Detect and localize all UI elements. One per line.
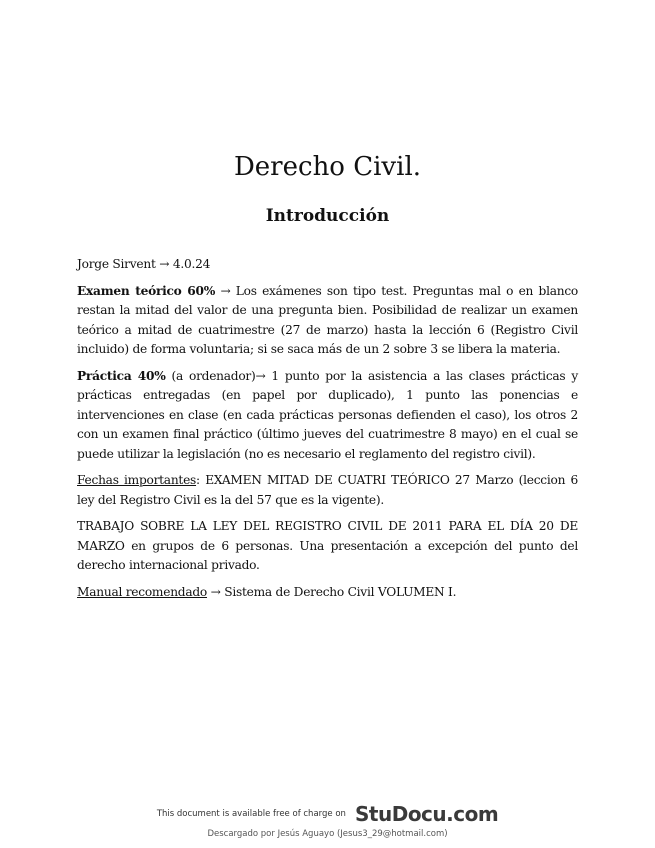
fechas-text: : EXAMEN MITAD DE CUATRI TEÓRICO 27 Marzo (leccion 6 ley del Registro Civil es la del 57 que es la vigente). [77,473,578,507]
examen-heading: Examen teórico 60% [77,283,216,298]
examen-text: → Los exámenes son tipo test. Preguntas mal o en blanco restan la mitad del valor de una pregunta bien. Posibilidad de realizar un examen teórico a mitad de cuatrimestre (27 de marzo) hasta la lección 6 (Registro Civil incluido) de forma voluntaria; si se saca más de un 2 sobre 3 se libera la materia. [77,283,578,356]
page-subtitle: Introducción [265,206,390,226]
footer-download-info: Descargado por Jesús Aguayo (Jesus3_29@hotmail.com) [207,829,448,839]
footer-availability [0,802,655,826]
practica-heading: Práctica 40% [77,368,166,383]
manual-paragraph [77,583,578,603]
practica-text: (a ordenador)→ 1 punto por la asistencia a las clases prácticas y prácticas entregadas (en papel por duplicado), 1 punto las ponencias e intervenciones en clase (en cada prácticas personas defienden el caso), los otros 2 con un examen final práctico (último jueves del cuatrimestre 8 mayo) en el cual se puede utilizar la legislación (no es necesario el reglamento del registro civil). [77,368,579,461]
document-body [77,255,578,609]
page-footer [0,800,655,848]
manual-label: Manual recomendado [77,584,208,599]
studocu-logo[interactable]: StuDocu.com [355,802,499,826]
practica-paragraph [77,367,578,465]
manual-text: → Sistema de Derecho Civil VOLUMEN I. [207,584,457,599]
footer-free-text: This document is available free of charge on [156,809,346,819]
fechas-paragraph [77,471,578,510]
trabajo-paragraph: TRABAJO SOBRE LA LEY DEL REGISTRO CIVIL DE 2011 PARA EL DÍA 20 DE MARZO en grupos de 6 personas. Una presentación a excepción del punto del derecho internacional privado. [77,519,578,572]
author-line: Jorge Sirvent → 4.0.24 [77,257,211,271]
fechas-label: Fechas importantes [77,473,197,487]
examen-paragraph [77,282,578,360]
page-title: Derecho Civil. [233,152,422,182]
